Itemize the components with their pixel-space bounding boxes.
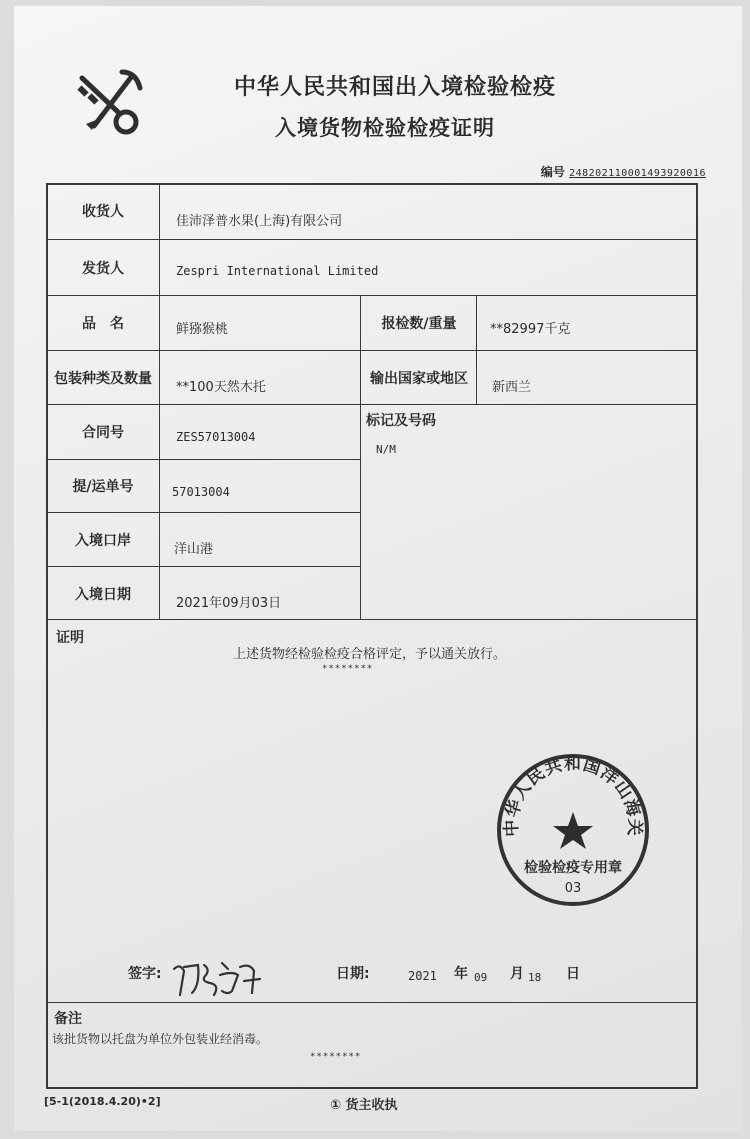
stamp-graphic [497,754,649,906]
certificate-number-value: 248202110001493920016 [569,168,706,179]
row-divider [46,566,360,567]
certification-text: 上述货物经检验检疫合格评定，予以通关放行。 [233,647,507,662]
sign-day-unit: 日 [566,966,580,982]
contract-no-value: ZES57013004 [176,430,256,444]
column-divider [476,295,477,404]
signature-label: 签字: [128,966,162,982]
form-code: [5-1(2018.4.20)•2] [44,1095,161,1108]
marks-label: 标记及号码 [366,413,436,429]
certificate-number [541,163,706,180]
sign-month-unit: 月 [510,966,524,982]
document-title-line2: 入境货物检验检疫证明 [275,116,495,140]
sign-year-unit: 年 [454,966,468,982]
row-divider [46,619,698,620]
date-label: 日期: [336,966,370,982]
document-title-line1: 中华人民共和国出入境检验检疫 [233,75,556,100]
certification-label: 证明 [56,630,84,646]
star-icon [553,812,593,849]
sign-day: 18 [528,971,542,984]
quantity-weight-label: 报检数/重量 [381,316,457,332]
row-divider [46,295,698,296]
marks-value: N/M [376,443,396,456]
row-divider [46,512,360,513]
consignee-label: 收货人 [82,204,124,220]
row-divider [46,1002,698,1003]
row-divider [46,459,360,460]
stamp-top-text: 中华人民共和国洋山海关 [501,754,645,838]
entry-date-label: 入境日期 [75,587,131,603]
column-divider [360,295,361,619]
certification-stars: ******** [322,664,374,674]
row-divider [46,350,698,351]
official-stamp [497,754,649,906]
consignee-value: 佳沛泽普水果(上海)有限公司 [176,214,343,229]
remarks-label: 备注 [54,1011,82,1027]
packing-value: **100天然木托 [176,380,266,395]
stamp-number: 03 [564,881,582,896]
entry-port-label: 入境口岸 [75,533,131,549]
sign-month: 09 [474,971,488,984]
row-divider [46,404,698,405]
consignor-value: Zespri International Limited [176,264,379,278]
entry-date-value: 2021年09月03日 [176,596,282,611]
handwritten-signature [170,955,270,1001]
copy-note: ① 货主收执 [330,1098,398,1113]
quantity-weight-value: **82997千克 [490,322,571,337]
stamp-bottom-text: 检验检疫专用章 [524,860,622,876]
bill-no-value: 57013004 [172,485,230,499]
packing-label: 包装种类及数量 [54,371,152,387]
product-label: 品 名 [82,316,124,332]
remarks-stars: ******** [310,1052,362,1062]
consignor-label: 发货人 [82,261,124,277]
origin-country-label: 输出国家或地区 [370,371,468,387]
bill-no-label: 提/运单号 [72,479,134,495]
certificate-number-label: 编号 [540,165,565,179]
product-value: 鲜猕猴桃 [176,322,229,337]
remarks-text: 该批货物以托盘为单位外包装业经消毒。 [52,1032,269,1046]
origin-country-value: 新西兰 [492,380,532,395]
column-divider [159,183,160,619]
row-divider [46,239,698,240]
contract-no-label: 合同号 [82,425,124,441]
sign-year: 2021 [408,969,437,983]
entry-port-value: 洋山港 [174,542,214,557]
